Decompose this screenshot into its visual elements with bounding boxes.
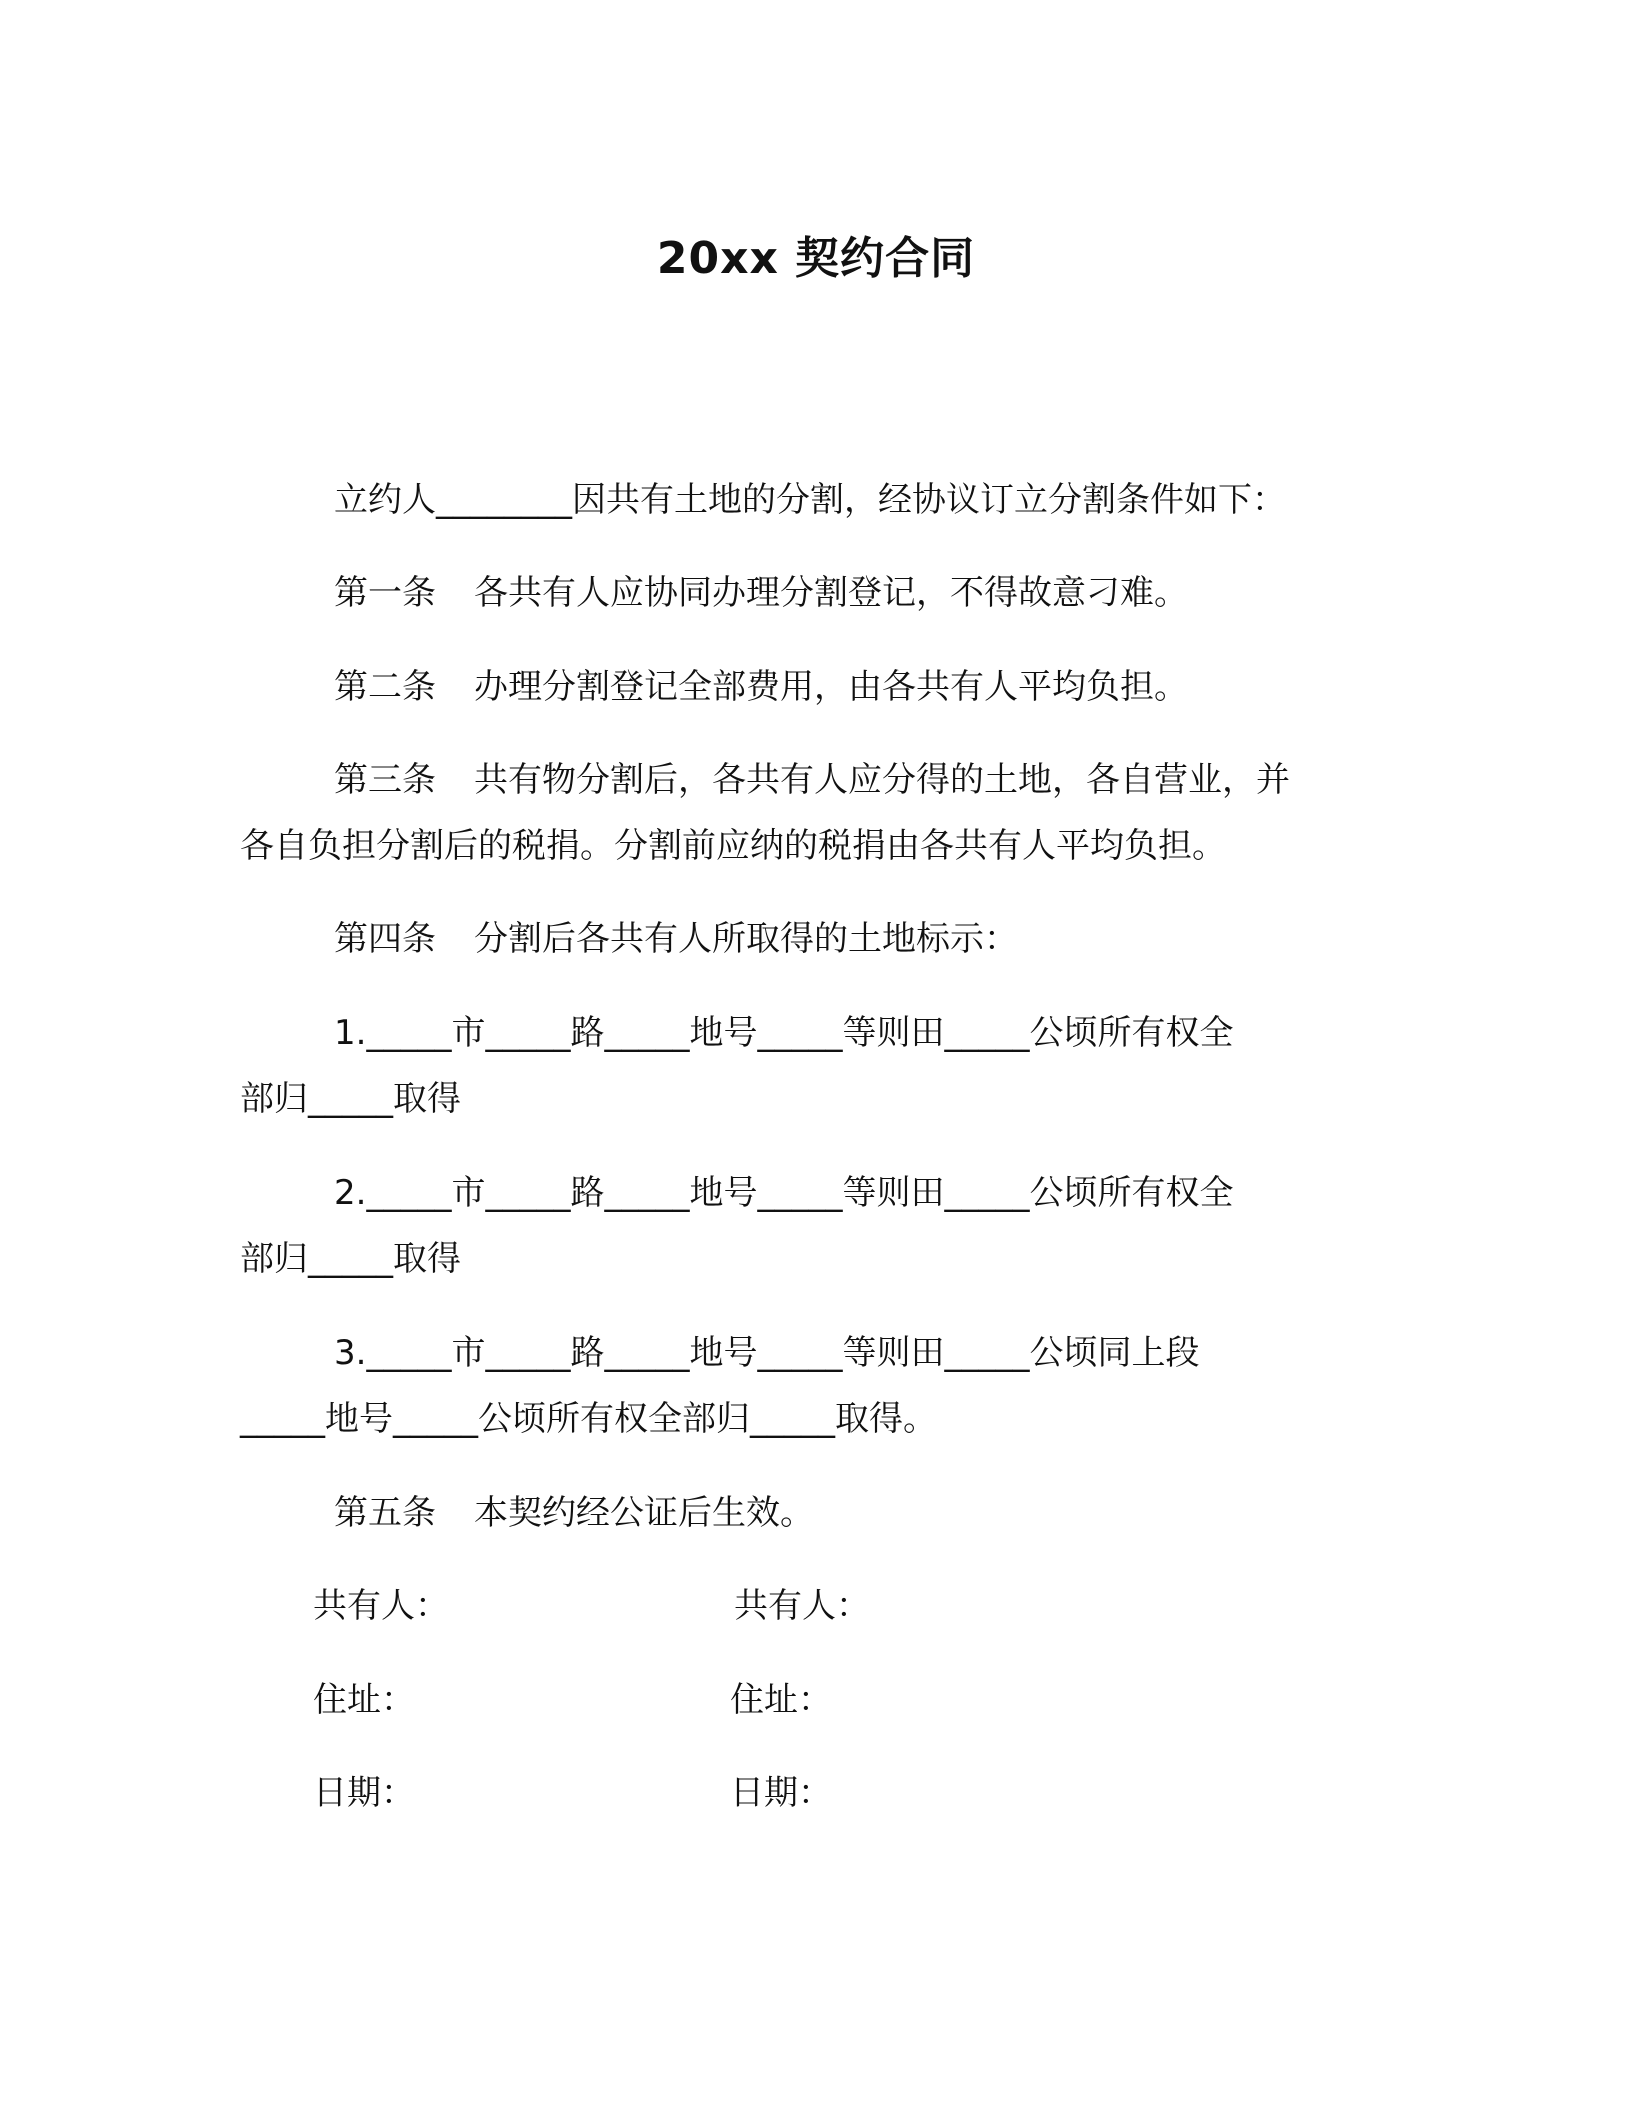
item-3-line-1: 3._____市_____路_____地号_____等则田_____公顷同上段: [334, 1333, 1200, 1373]
article-text: 分割后各共有人所取得的土地标示：: [474, 919, 1018, 959]
article-text: 共有物分割后，各共有人应分得的土地，各自营业，并: [474, 760, 1290, 800]
article-label: 第一条: [334, 573, 436, 613]
item-1-line-2: 部归_____取得: [240, 1079, 461, 1119]
item-1-line-1: 1._____市_____路_____地号_____等则田_____公顷所有权全: [334, 1013, 1234, 1053]
signature-right-address: 住址：: [730, 1680, 832, 1720]
article-1: [334, 570, 1494, 616]
item-2-line-1: 2._____市_____路_____地号_____等则田_____公顷所有权全: [334, 1173, 1234, 1213]
signature-right-date: 日期：: [730, 1773, 832, 1813]
document-title: 20xx 契约合同: [656, 233, 976, 284]
signature-left-address: 住址：: [313, 1680, 415, 1720]
signature-left-date: 日期：: [313, 1773, 415, 1813]
article-4: [334, 916, 1494, 962]
article-label: 第二条: [334, 667, 436, 707]
article-5: [334, 1490, 1494, 1536]
article-text: 本契约经公证后生效。: [474, 1493, 814, 1533]
item-2-line-2: 部归_____取得: [240, 1239, 461, 1279]
item-3-line-2: _____地号_____公顷所有权全部归_____取得。: [240, 1399, 937, 1439]
article-label: 第五条: [334, 1493, 436, 1533]
signature-left-owner: 共有人：: [313, 1586, 449, 1626]
article-2: [334, 664, 1494, 710]
intro-paragraph: 立约人________因共有土地的分割，经协议订立分割条件如下：: [334, 480, 1286, 520]
signature-right-owner: 共有人：: [734, 1586, 870, 1626]
article-text: 办理分割登记全部费用，由各共有人平均负担。: [474, 667, 1188, 707]
article-label: 第四条: [334, 919, 436, 959]
article-3-line-1: [334, 757, 1494, 803]
article-3-line-2: 各自负担分割后的税捐。分割前应纳的税捐由各共有人平均负担。: [240, 826, 1226, 866]
article-label: 第三条: [334, 760, 436, 800]
article-text: 各共有人应协同办理分割登记，不得故意刁难。: [474, 573, 1188, 613]
